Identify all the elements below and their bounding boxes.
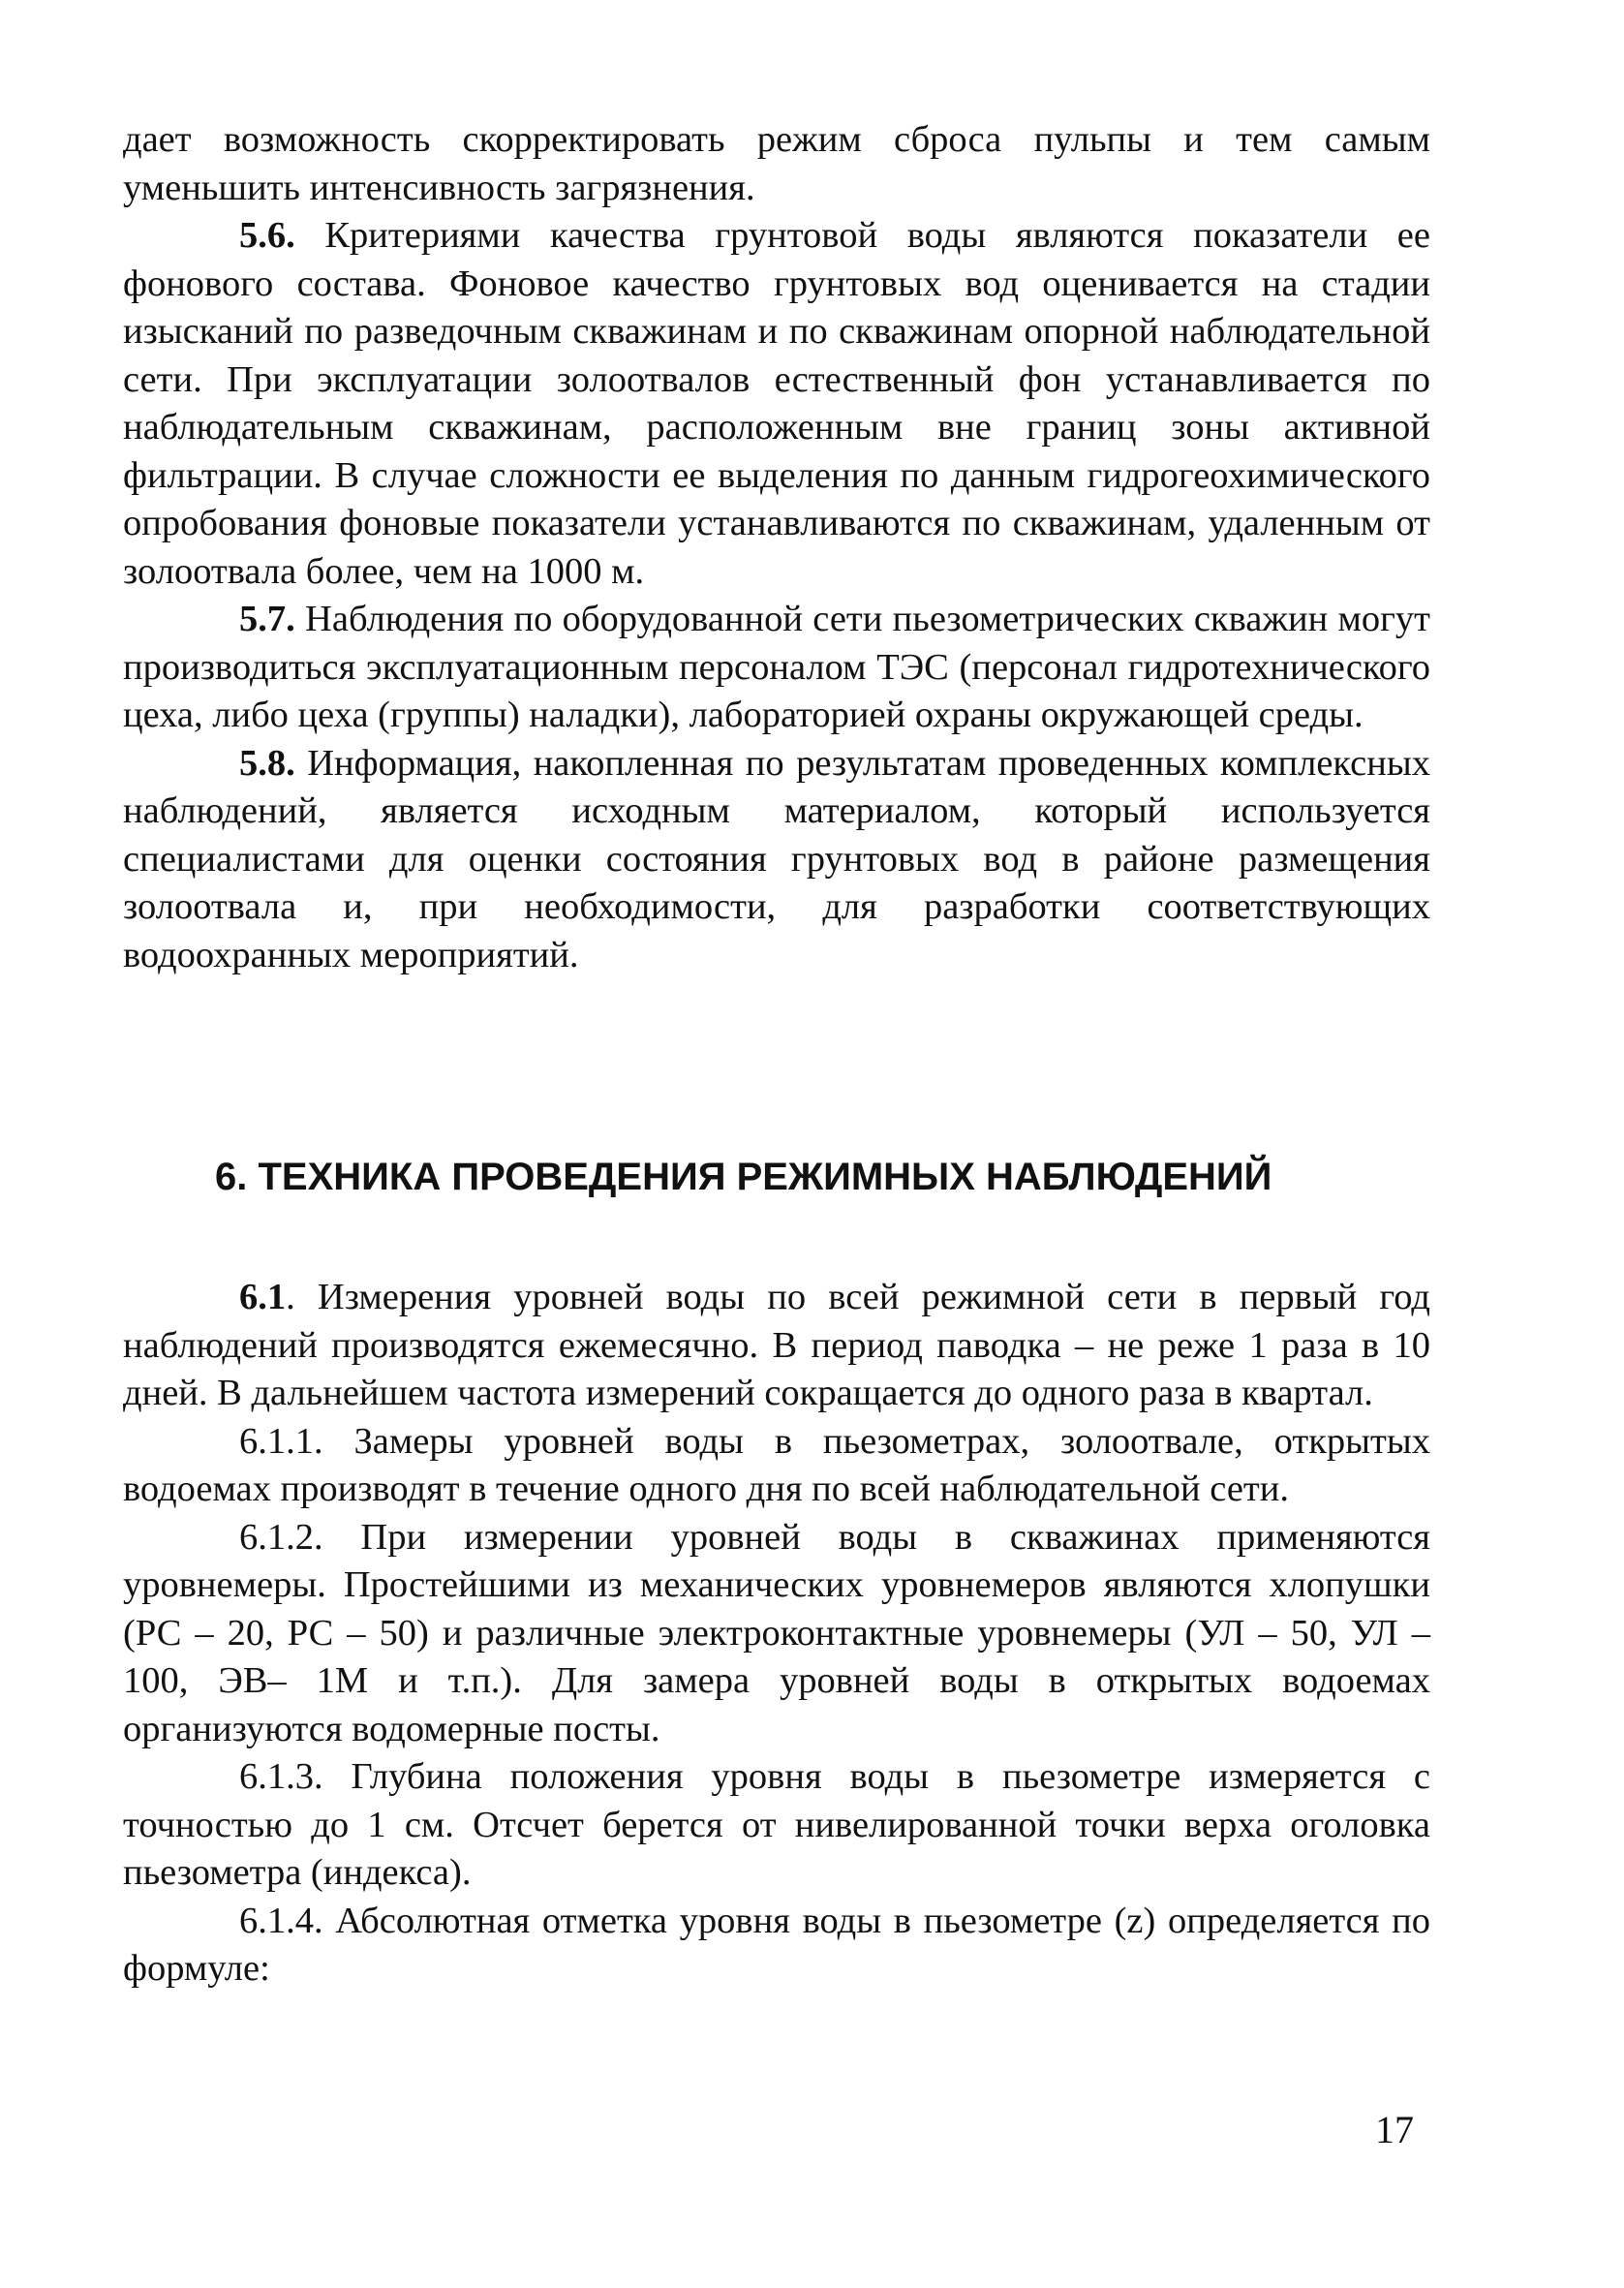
paragraph-text: Информация, накопленная по результатам проведенных комплексных наблюдений, является исходным материалом, который используется специалистами для оценки состояния грунтовых вод в районе размещения золоотвала и, при необходимости, для разработки соответствующих водоохранных мероприятий. [123, 742, 1430, 975]
paragraph-text: 6.1.4. Абсолютная отметка уровня воды в пьезометре (z) определяется по формуле: [123, 1900, 1430, 1989]
section-title: 6. ТЕХНИКА ПРОВЕДЕНИЯ РЕЖИМНЫХ НАБЛЮДЕНИЙ [215, 1156, 1272, 1198]
paragraph-text: 6.1.2. При измерении уровней воды в скважинах применяются уровнемеры. Простейшими из механических уровнемеров являются хлопушки (РС – 20, РС – 50) и различные электроконтактные уровнемеры (УЛ – 50, УЛ – 100, ЭВ– 1М и т.п.). Для замера уровней воды в открытых водоемах организуются водомерные посты. [123, 1516, 1430, 1749]
paragraph-6-1-1 [123, 1418, 1430, 1514]
paragraph-text: 6.1.3. Глубина положения уровня воды в пьезометре измеряется с точностью до 1 см. Отсчет берется от нивелированной точки верха оголовка пьезометра (индекса). [123, 1756, 1430, 1893]
paragraph-5-7 [123, 596, 1430, 740]
paragraph-number: 5.6. [239, 215, 295, 256]
paragraph-5-6 [123, 212, 1430, 596]
paragraph-text: Наблюдения по оборудованной сети пьезометрических скважин могут производиться эксплуатационным персоналом ТЭС (персонал гидротехнического цеха, либо цеха (группы) наладки), лабораторией охраны окружающей среды. [123, 599, 1430, 735]
section-6-body [123, 1274, 1430, 1994]
paragraph-text: . Измерения уровней воды по всей режимной сети в первый год наблюдений производятся ежемесячно. В период паводка – не реже 1 раза в 10 дней. В дальнейшем частота измерений сокращается до одного раза в квартал. [123, 1277, 1430, 1413]
page-number: 17 [1375, 2108, 1414, 2151]
paragraph-6-1-2 [123, 1514, 1430, 1754]
paragraph-number: 5.7. [239, 599, 295, 639]
paragraph-6-1-4 [123, 1898, 1430, 1994]
paragraph-5-8 [123, 740, 1430, 980]
paragraph-text: 6.1.1. Замеры уровней воды в пьезометрах, золоотвале, открытых водоемах производят в течение одного дня по всей наблюдательной сети. [123, 1420, 1430, 1509]
paragraph-text: Критериями качества грунтовой воды являются показатели ее фонового состава. Фоновое качество грунтовых вод оценивается на стадии изысканий по разведочным скважинам и по скважинам опорной наблюдательной сети. При эксплуатации золоотвалов естественный фон устанавливается по наблюдательным скважинам, расположенным вне границ зоны активной фильтрации. В случае сложности ее выделения по данным гидрогеохимического опробования фоновые показатели устанавливаются по скважинам, удаленным от золоотвала более, чем на 1000 м. [123, 215, 1430, 592]
intro-paragraph: дает возможность скорректировать режим сброса пульпы и тем самым уменьшить интенсивность загрязнения. [123, 119, 1430, 208]
paragraph-6-1-3 [123, 1753, 1430, 1898]
document-page [123, 116, 1430, 1989]
paragraph-number: 5.8. [239, 742, 295, 784]
paragraph-number: 6.1 [239, 1277, 287, 1317]
paragraph-6-1 [123, 1274, 1430, 1418]
